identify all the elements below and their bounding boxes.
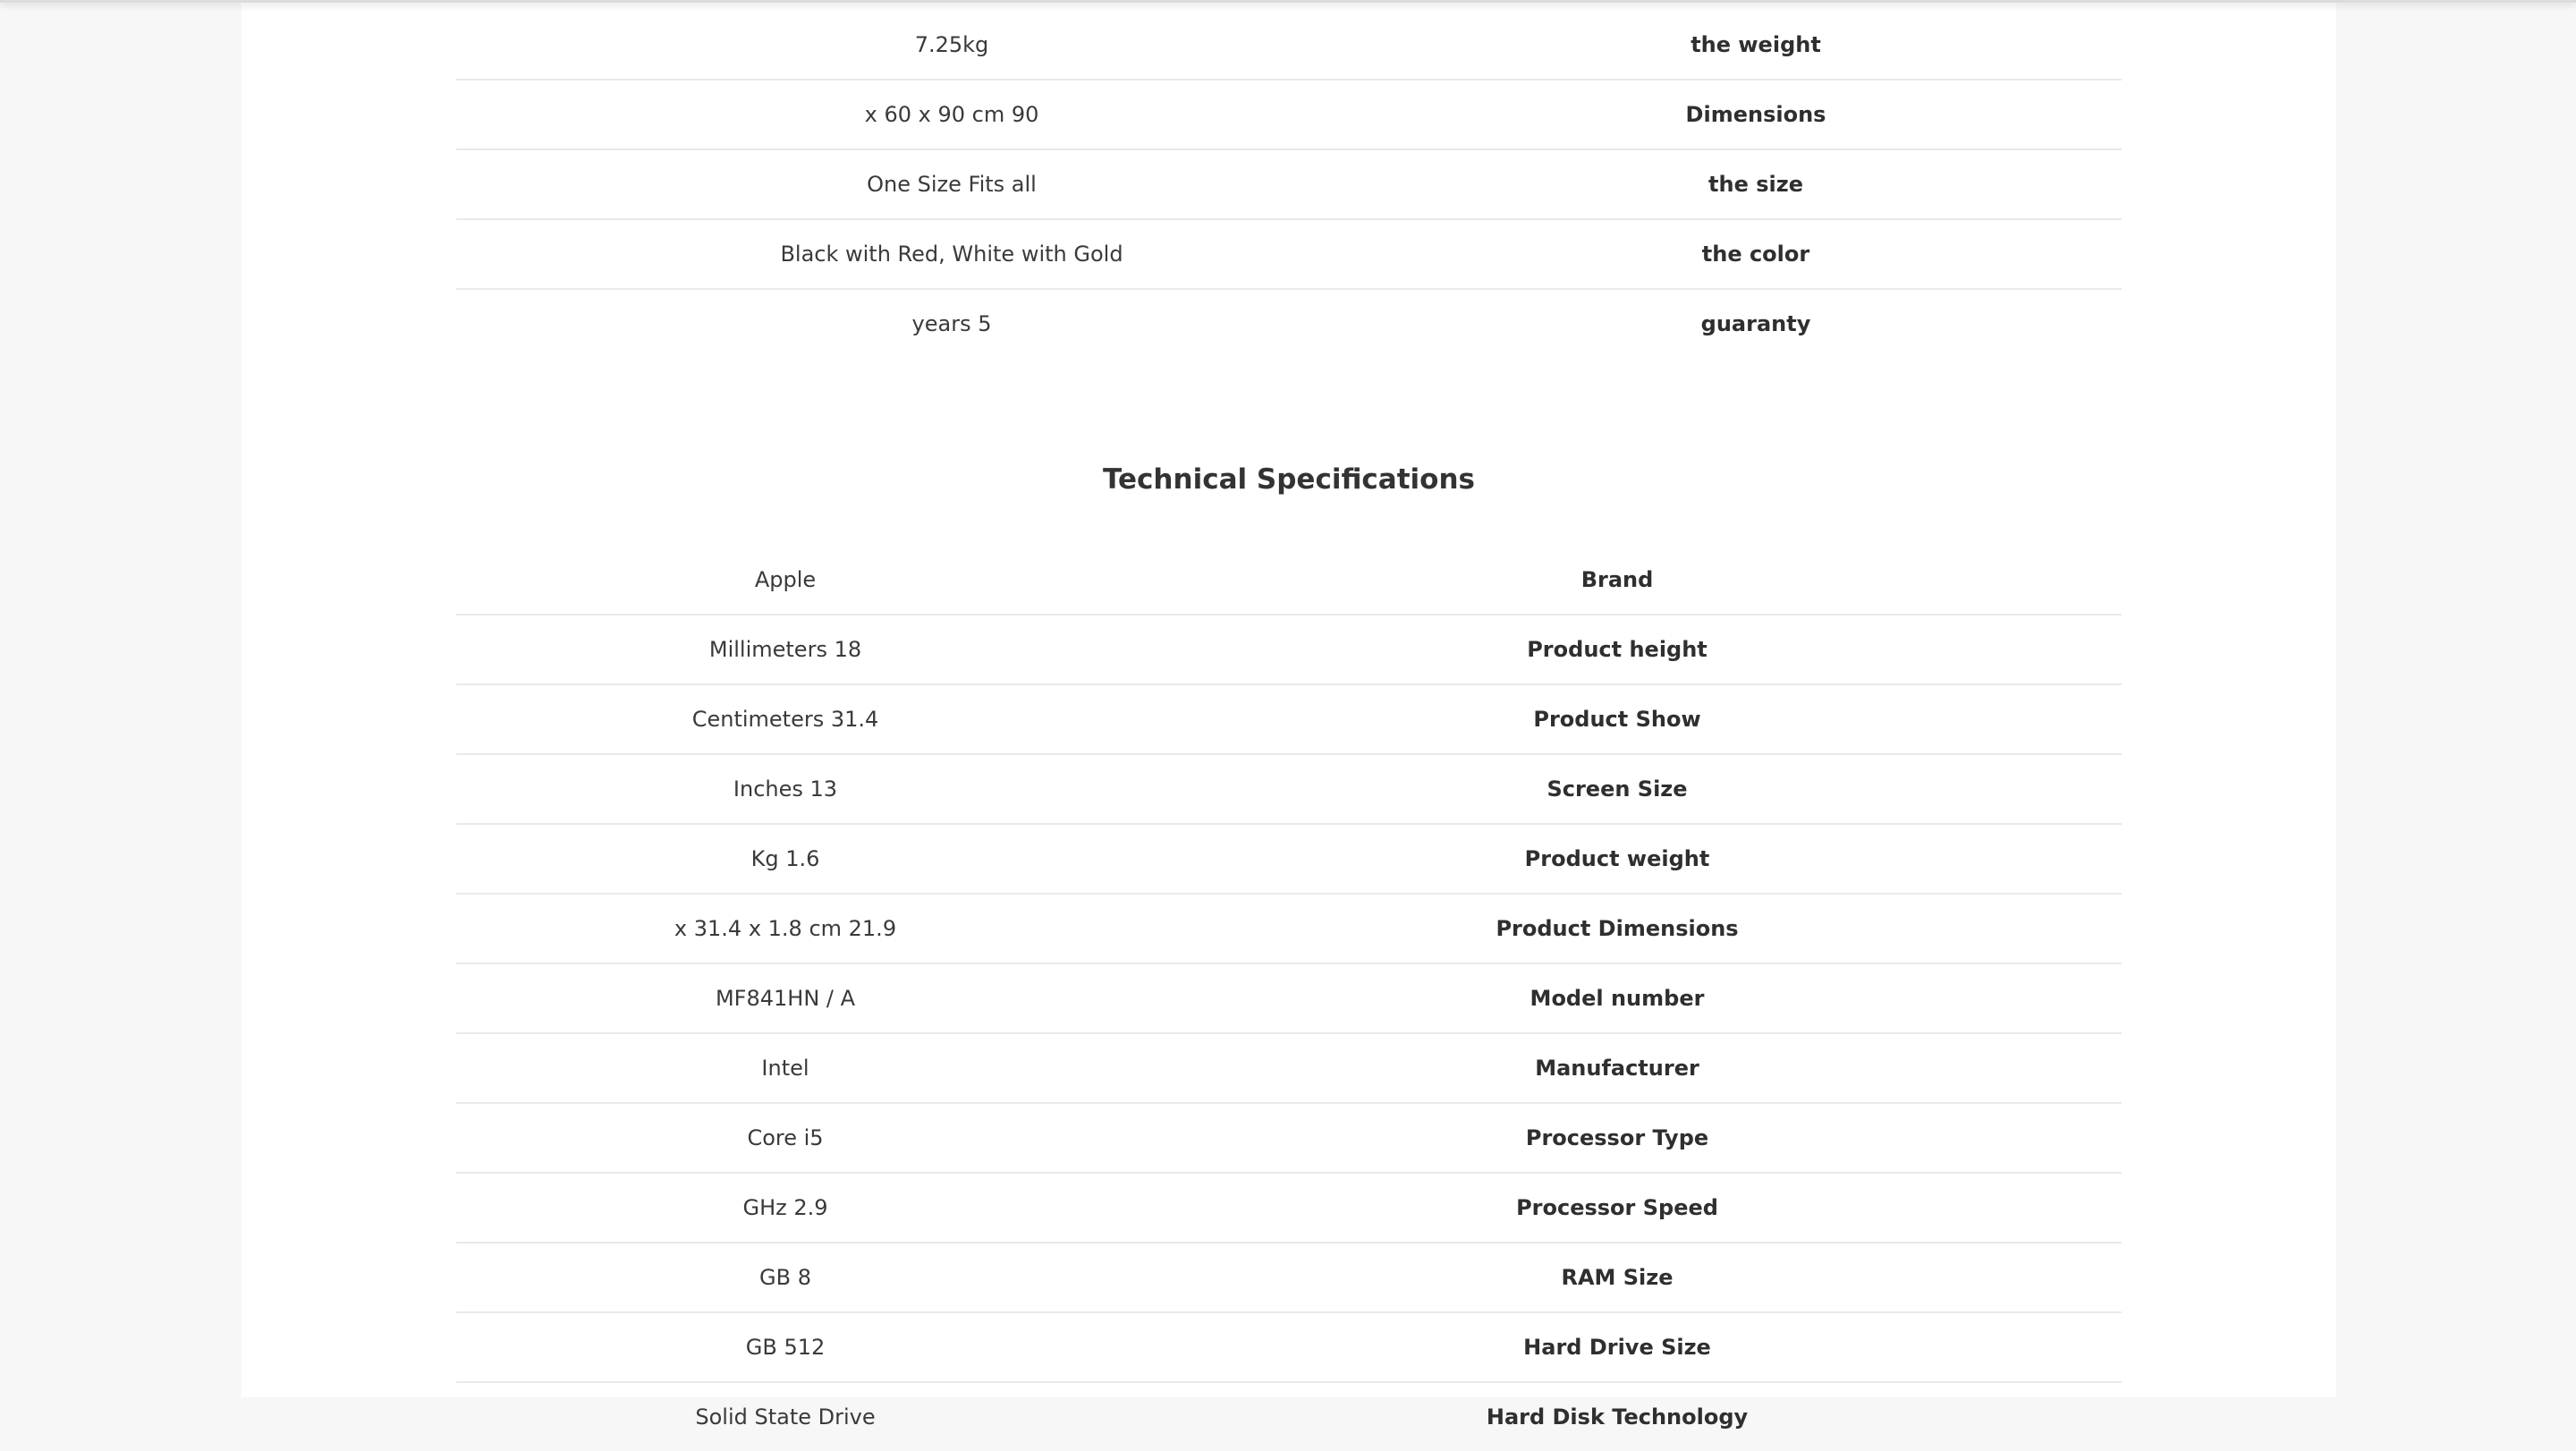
top-bar-shadow <box>0 0 2576 3</box>
spec-label: RAM Size <box>1561 1265 1674 1290</box>
table-row <box>456 150 2122 220</box>
spec-value: MF841HN / A <box>715 986 856 1011</box>
general-specs-table <box>456 11 2122 358</box>
spec-label: Brand <box>1580 567 1654 592</box>
spec-label: Product Show <box>1533 707 1701 732</box>
spec-label: Processor Type <box>1525 1125 1709 1150</box>
table-row <box>456 964 2122 1034</box>
table-row <box>456 1243 2122 1313</box>
spec-value: Black with Red, White with Gold <box>780 242 1123 267</box>
table-row <box>456 546 2122 615</box>
table-row <box>456 825 2122 895</box>
spec-label: Product Dimensions <box>1496 916 1739 941</box>
spec-label: the color <box>1701 242 1810 267</box>
technical-specs-table <box>456 546 2122 1451</box>
table-row <box>456 290 2122 358</box>
spec-value: Kg 1.6 <box>750 846 820 871</box>
spec-label: Model number <box>1530 986 1705 1011</box>
spec-label: Hard Disk Technology <box>1486 1404 1749 1430</box>
table-row <box>456 755 2122 825</box>
spec-value: x 31.4 x 1.8 cm 21.9 <box>674 916 897 941</box>
section-title: Technical Specifications <box>1103 463 1475 496</box>
table-row <box>456 1383 2122 1451</box>
table-row <box>456 615 2122 685</box>
spec-label: Dimensions <box>1685 102 1826 127</box>
spec-value: One Size Fits all <box>867 172 1037 197</box>
table-row <box>456 1313 2122 1383</box>
spec-value: Centimeters 31.4 <box>691 707 879 732</box>
spec-value: 7.25kg <box>914 32 989 57</box>
spec-value: Apple <box>754 567 817 592</box>
spec-label: Product weight <box>1524 846 1710 871</box>
spec-value: x 60 x 90 cm 90 <box>864 102 1039 127</box>
table-row <box>456 220 2122 290</box>
spec-label: Processor Speed <box>1516 1195 1718 1220</box>
spec-label: Screen Size <box>1546 776 1688 802</box>
table-row <box>456 895 2122 964</box>
spec-value: Solid State Drive <box>695 1404 876 1430</box>
spec-label: Manufacturer <box>1535 1056 1699 1081</box>
spec-value: Millimeters 18 <box>708 637 862 662</box>
table-row <box>456 685 2122 755</box>
spec-label: guaranty <box>1700 311 1811 336</box>
table-row <box>456 1174 2122 1243</box>
table-row <box>456 11 2122 81</box>
spec-label: Product height <box>1527 637 1707 662</box>
spec-value: Intel <box>761 1056 809 1081</box>
product-specs-card <box>242 0 2336 1430</box>
spec-value: years 5 <box>911 311 992 336</box>
spec-label: Hard Drive Size <box>1523 1335 1711 1360</box>
spec-value: Inches 13 <box>733 776 838 802</box>
table-row <box>456 81 2122 150</box>
spec-value: GB 8 <box>759 1265 811 1290</box>
spec-value: GHz 2.9 <box>742 1195 828 1220</box>
table-row <box>456 1104 2122 1174</box>
spec-value: GB 512 <box>745 1335 826 1360</box>
spec-label: the weight <box>1690 32 1821 57</box>
table-row <box>456 1034 2122 1104</box>
spec-label: the size <box>1708 172 1803 197</box>
spec-value: Core i5 <box>747 1125 824 1150</box>
